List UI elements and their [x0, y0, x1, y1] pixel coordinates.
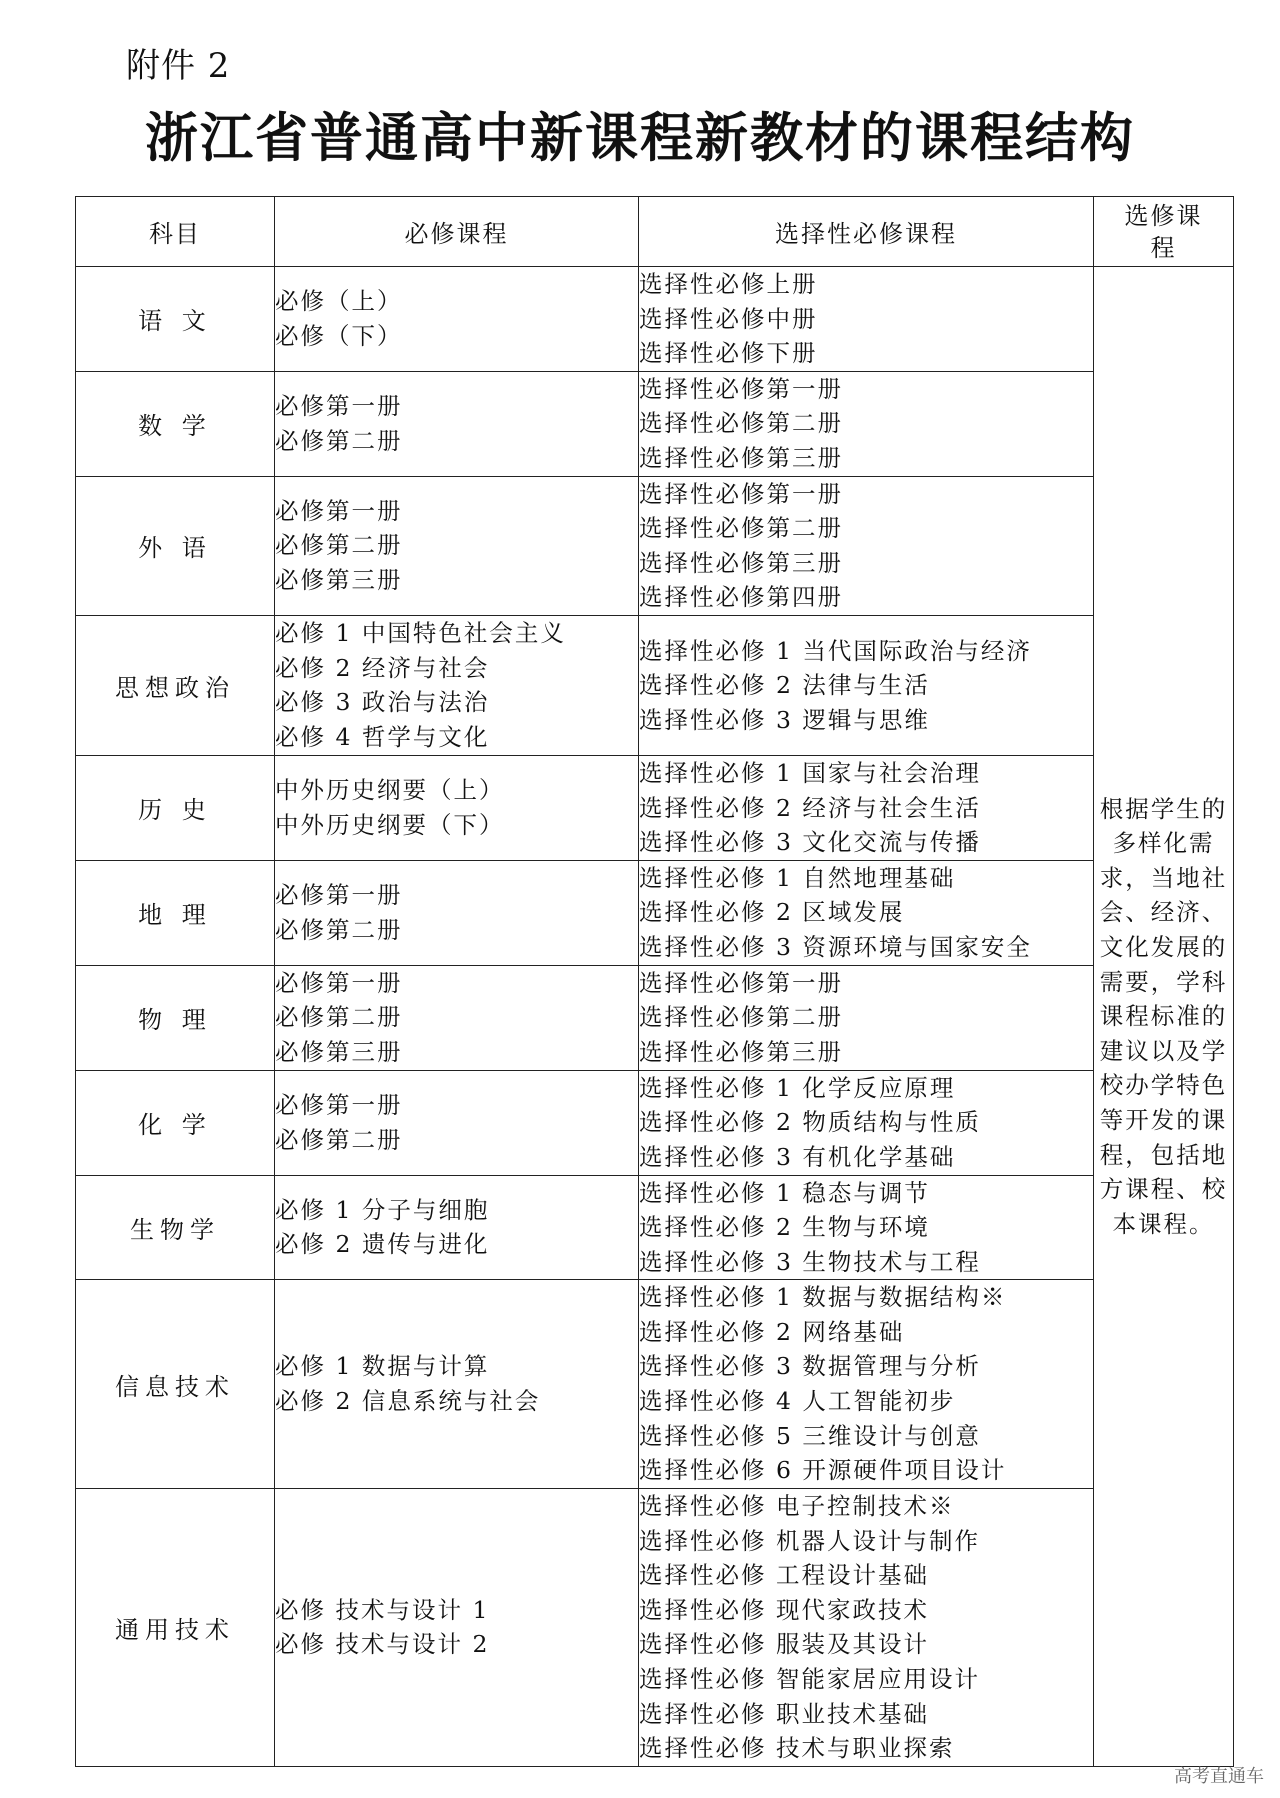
selective-required-course: 选择性必修 5 三维设计与创意 — [639, 1421, 981, 1450]
required-course: 必修（上） — [275, 287, 403, 316]
selective-required-courses-cell — [639, 267, 1094, 372]
required-course: 必修第二册 — [275, 915, 403, 944]
subject-cell: 化 学 — [76, 1070, 275, 1175]
table-row — [76, 615, 1234, 755]
selective-required-course: 选择性必修 电子控制技术※ — [639, 1491, 955, 1520]
required-course: 必修第一册 — [275, 392, 403, 421]
required-course: 中外历史纲要（上） — [275, 776, 505, 805]
selective-required-course: 选择性必修第三册 — [639, 443, 843, 472]
required-course: 必修第一册 — [275, 1090, 403, 1119]
subject-cell: 生物学 — [76, 1175, 275, 1280]
required-course: 必修 2 经济与社会 — [275, 653, 490, 682]
selective-required-courses-cell — [639, 860, 1094, 965]
elective-courses-cell: 根据学生的多样化需求，当地社会、经济、文化发展的需要，学科课程标准的建议以及学校办学特色等开发的课程，包括地方课程、校本课程。 — [1094, 267, 1234, 1767]
required-course: 必修 1 中国特色社会主义 — [275, 619, 566, 648]
selective-required-courses-cell — [639, 1175, 1094, 1280]
selective-required-course: 选择性必修第三册 — [639, 1037, 843, 1066]
subject-cell: 物 理 — [76, 965, 275, 1070]
subject-cell: 通用技术 — [76, 1488, 275, 1766]
selective-required-course: 选择性必修 1 数据与数据结构※ — [639, 1283, 1007, 1312]
subject-cell: 语 文 — [76, 267, 275, 372]
selective-required-course: 选择性必修下册 — [639, 339, 818, 368]
required-courses-cell — [275, 1070, 639, 1175]
attachment-label: 附件 2 — [126, 46, 231, 86]
required-course: 必修 2 遗传与进化 — [275, 1230, 490, 1259]
selective-required-courses-cell — [639, 1070, 1094, 1175]
selective-required-course: 选择性必修 1 国家与社会治理 — [639, 758, 981, 787]
selective-required-course: 选择性必修 现代家政技术 — [639, 1595, 929, 1624]
required-course: 必修 3 政治与法治 — [275, 688, 490, 717]
selective-required-courses-cell — [639, 1280, 1094, 1489]
required-courses-cell — [275, 371, 639, 476]
selective-required-course: 选择性必修 2 区域发展 — [639, 898, 905, 927]
selective-required-courses-cell — [639, 1488, 1094, 1766]
selective-required-courses-cell — [639, 476, 1094, 615]
required-courses-cell — [275, 1280, 639, 1489]
header-required: 必修课程 — [275, 197, 639, 267]
selective-required-course: 选择性必修 2 物质结构与性质 — [639, 1108, 981, 1137]
table-row — [76, 476, 1234, 615]
table-row — [76, 1070, 1234, 1175]
required-course: 必修 1 分子与细胞 — [275, 1195, 490, 1224]
selective-required-course: 选择性必修 3 文化交流与传播 — [639, 828, 981, 857]
required-course: 必修第一册 — [275, 881, 403, 910]
watermark: 高考直通车 — [1174, 1766, 1264, 1787]
header-subject: 科目 — [76, 197, 275, 267]
selective-required-course: 选择性必修 1 自然地理基础 — [639, 863, 956, 892]
table-row — [76, 965, 1234, 1070]
selective-required-course: 选择性必修 2 经济与社会生活 — [639, 793, 981, 822]
selective-required-course: 选择性必修 1 化学反应原理 — [639, 1073, 956, 1102]
selective-required-course: 选择性必修 3 逻辑与思维 — [639, 705, 930, 734]
selective-required-course: 选择性必修第二册 — [639, 1003, 843, 1032]
selective-required-course: 选择性必修 3 生物技术与工程 — [639, 1247, 981, 1276]
required-course: 中外历史纲要（下） — [275, 810, 505, 839]
selective-required-courses-cell — [639, 371, 1094, 476]
required-course: 必修第三册 — [275, 566, 403, 595]
subject-cell: 外 语 — [76, 476, 275, 615]
selective-required-course: 选择性必修 3 数据管理与分析 — [639, 1352, 981, 1381]
selective-required-courses-cell — [639, 755, 1094, 860]
selective-required-course: 选择性必修 3 资源环境与国家安全 — [639, 932, 1032, 961]
selective-required-courses-cell — [639, 615, 1094, 755]
table-row — [76, 860, 1234, 965]
curriculum-body — [76, 267, 1234, 1767]
required-course: 必修第一册 — [275, 496, 403, 525]
required-course: 必修 技术与设计 2 — [275, 1630, 490, 1659]
selective-required-course: 选择性必修第三册 — [639, 548, 843, 577]
selective-required-course: 选择性必修 服装及其设计 — [639, 1630, 929, 1659]
required-course: 必修第二册 — [275, 531, 403, 560]
selective-required-course: 选择性必修第二册 — [639, 409, 843, 438]
selective-required-course: 选择性必修 1 稳态与调节 — [639, 1178, 930, 1207]
required-course: 必修第二册 — [275, 426, 403, 455]
table-row — [76, 1175, 1234, 1280]
subject-cell: 数 学 — [76, 371, 275, 476]
selective-required-course: 选择性必修中册 — [639, 304, 818, 333]
table-row — [76, 755, 1234, 860]
required-course: 必修第三册 — [275, 1037, 403, 1066]
selective-required-course: 选择性必修 2 法律与生活 — [639, 671, 930, 700]
required-courses-cell — [275, 965, 639, 1070]
required-courses-cell — [275, 267, 639, 372]
page-title: 浙江省普通高中新课程新教材的课程结构 — [145, 108, 1135, 169]
table-row — [76, 267, 1234, 372]
selective-required-course: 选择性必修第一册 — [639, 479, 843, 508]
subject-cell: 思想政治 — [76, 615, 275, 755]
selective-required-course: 选择性必修第一册 — [639, 968, 843, 997]
required-course: 必修 技术与设计 1 — [275, 1595, 490, 1624]
required-courses-cell — [275, 476, 639, 615]
selective-required-course: 选择性必修 机器人设计与制作 — [639, 1526, 980, 1555]
selective-required-courses-cell — [639, 965, 1094, 1070]
header-selective-required: 选择性必修课程 — [639, 197, 1094, 267]
required-course: 必修 4 哲学与文化 — [275, 723, 490, 752]
required-courses-cell — [275, 615, 639, 755]
required-course: 必修第二册 — [275, 1003, 403, 1032]
selective-required-course: 选择性必修第一册 — [639, 374, 843, 403]
required-course: 必修 2 信息系统与社会 — [275, 1387, 541, 1416]
table-row — [76, 1488, 1234, 1766]
header-elective: 选修课程 — [1094, 197, 1234, 267]
curriculum-table — [75, 196, 1234, 1767]
selective-required-course: 选择性必修 工程设计基础 — [639, 1561, 929, 1590]
required-course: 必修 1 数据与计算 — [275, 1352, 490, 1381]
selective-required-course: 选择性必修 2 生物与环境 — [639, 1213, 930, 1242]
selective-required-course: 选择性必修第二册 — [639, 514, 843, 543]
table-row — [76, 371, 1234, 476]
selective-required-course: 选择性必修 4 人工智能初步 — [639, 1387, 956, 1416]
required-courses-cell — [275, 860, 639, 965]
required-course: 必修第一册 — [275, 968, 403, 997]
subject-cell: 地 理 — [76, 860, 275, 965]
required-course: 必修（下） — [275, 321, 403, 350]
required-courses-cell — [275, 1175, 639, 1280]
subject-cell: 信息技术 — [76, 1280, 275, 1489]
subject-cell: 历 史 — [76, 755, 275, 860]
selective-required-course: 选择性必修 智能家居应用设计 — [639, 1664, 980, 1693]
selective-required-course: 选择性必修 1 当代国际政治与经济 — [639, 636, 1032, 665]
selective-required-course: 选择性必修 6 开源硬件项目设计 — [639, 1456, 1007, 1485]
table-row — [76, 1280, 1234, 1489]
selective-required-course: 选择性必修 技术与职业探索 — [639, 1734, 955, 1763]
required-courses-cell — [275, 755, 639, 860]
required-course: 必修第二册 — [275, 1125, 403, 1154]
selective-required-course: 选择性必修上册 — [639, 270, 818, 298]
selective-required-course: 选择性必修第四册 — [639, 583, 843, 612]
required-courses-cell — [275, 1488, 639, 1766]
selective-required-course: 选择性必修 职业技术基础 — [639, 1699, 929, 1728]
selective-required-course: 选择性必修 3 有机化学基础 — [639, 1142, 956, 1171]
selective-required-course: 选择性必修 2 网络基础 — [639, 1317, 905, 1346]
